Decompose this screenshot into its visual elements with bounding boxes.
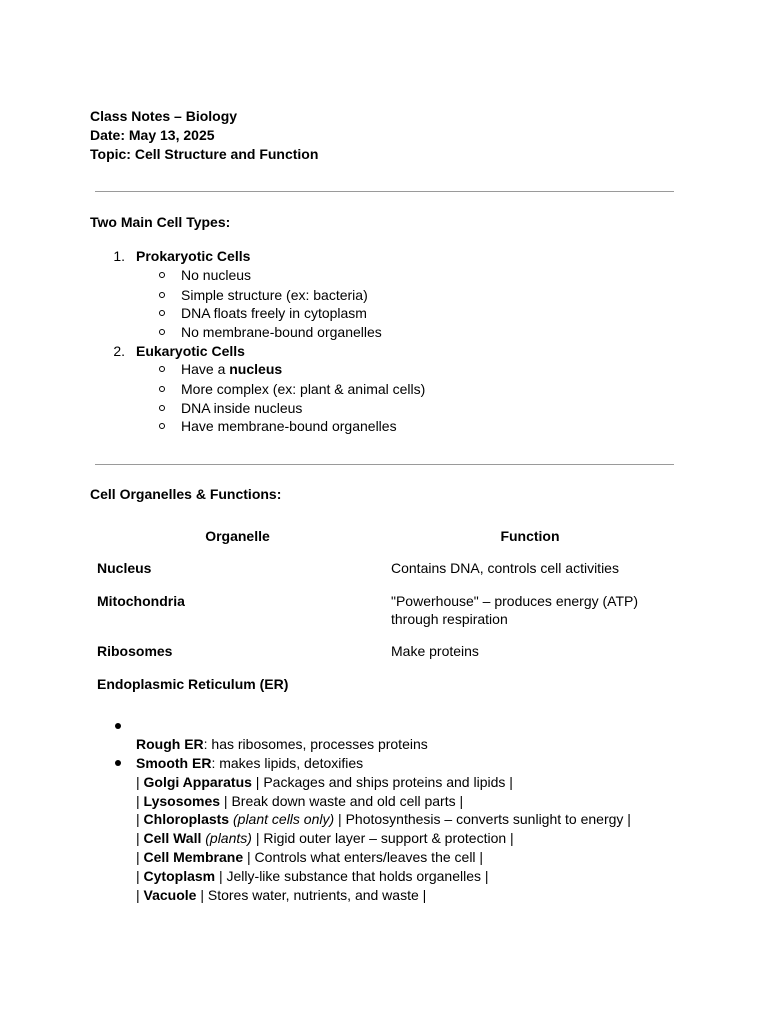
table-row-text: | Vacuole | Stores water, nutrients, and waste | <box>136 887 427 903</box>
list-subitem: Have membrane-bound organelles <box>181 418 397 434</box>
doc-date: Date: May 13, 2025 <box>90 127 215 143</box>
list-number: 1. <box>113 248 125 264</box>
list-item-title: Prokaryotic Cells <box>136 248 251 264</box>
list-subitem: DNA inside nucleus <box>181 400 303 416</box>
list-subitem: DNA floats freely in cytoplasm <box>181 305 367 321</box>
table-row-text: | Cytoplasm | Jelly-like substance that holds organelles | <box>136 868 489 884</box>
doc-topic: Topic: Cell Structure and Function <box>90 146 319 162</box>
table-row-text: | Chloroplasts (plant cells only) | Photosynthesis – converts sunlight to energy | <box>136 811 631 827</box>
table-cell-organelle: Mitochondria <box>97 593 185 609</box>
hollow-bullet-icon <box>159 386 165 392</box>
table-cell-function: Make proteins <box>391 643 479 659</box>
section-heading-organelles: Cell Organelles & Functions: <box>90 486 282 502</box>
list-item: Rough ER: has ribosomes, processes proteins <box>136 736 428 752</box>
hollow-bullet-icon <box>159 405 165 411</box>
list-subitem: Have a nucleus <box>181 361 283 377</box>
table-cell-organelle: Endoplasmic Reticulum (ER) <box>97 676 289 692</box>
hollow-bullet-icon <box>159 310 165 316</box>
bullet-icon <box>115 760 121 766</box>
table-row-text: | Cell Membrane | Controls what enters/leaves the cell | <box>136 849 484 865</box>
table-header-function: Function <box>500 528 560 544</box>
hollow-bullet-icon <box>159 423 165 429</box>
list-subitem: Simple structure (ex: bacteria) <box>181 287 368 303</box>
list-item: Smooth ER: makes lipids, detoxifies <box>136 755 364 771</box>
list-subitem: No nucleus <box>181 267 252 283</box>
divider <box>95 464 674 465</box>
hollow-bullet-icon <box>159 272 165 278</box>
table-cell-function: through respiration <box>391 611 508 627</box>
table-row-text: | Golgi Apparatus | Packages and ships proteins and lipids | <box>136 774 513 790</box>
list-item-title: Eukaryotic Cells <box>136 343 245 359</box>
table-cell-function: "Powerhouse" – produces energy (ATP) <box>391 593 639 609</box>
table-header-organelle: Organelle <box>205 528 270 544</box>
bullet-icon <box>115 723 121 729</box>
table-row-text: | Lysosomes | Break down waste and old cell parts | <box>136 793 464 809</box>
hollow-bullet-icon <box>159 366 165 372</box>
table-cell-organelle: Ribosomes <box>97 643 173 659</box>
table-row-text: | Cell Wall (plants) | Rigid outer layer – support & protection | <box>136 830 514 846</box>
table-cell-organelle: Nucleus <box>97 560 152 576</box>
table-cell-function: Contains DNA, controls cell activities <box>391 560 619 576</box>
hollow-bullet-icon <box>159 329 165 335</box>
divider <box>95 191 674 192</box>
doc-title: Class Notes – Biology <box>90 108 238 124</box>
list-number: 2. <box>113 343 125 359</box>
hollow-bullet-icon <box>159 292 165 298</box>
section-heading-cell-types: Two Main Cell Types: <box>90 214 231 230</box>
list-subitem: More complex (ex: plant & animal cells) <box>181 381 426 397</box>
list-subitem: No membrane-bound organelles <box>181 324 382 340</box>
